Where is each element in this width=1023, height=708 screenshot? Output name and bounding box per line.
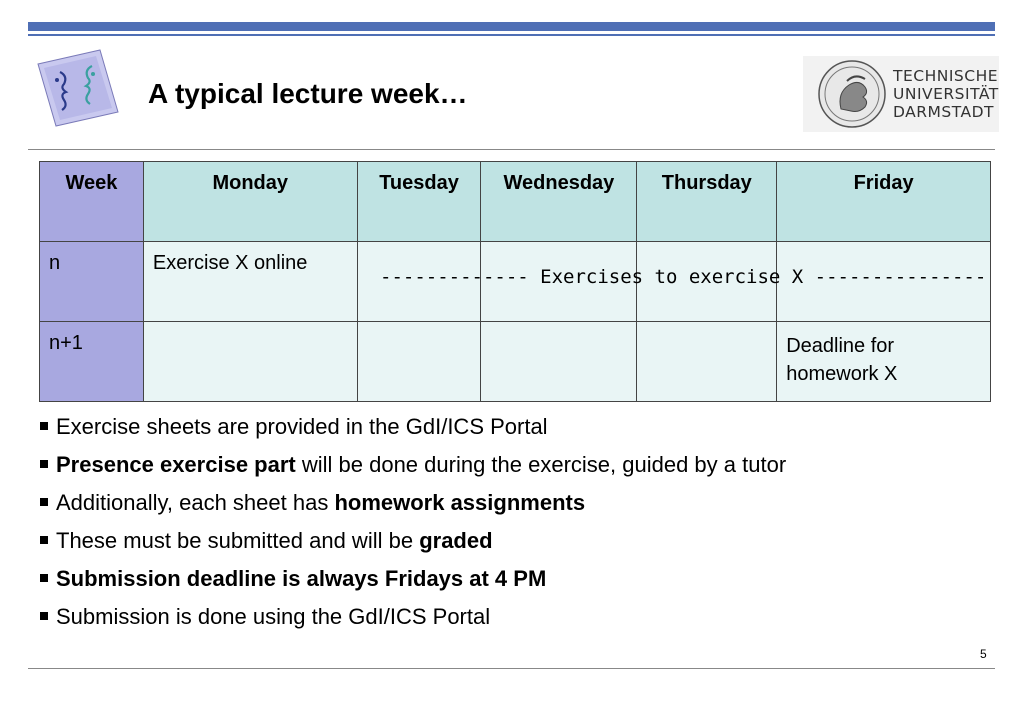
top-accent-bar	[28, 22, 995, 31]
bullet-square-icon	[40, 536, 48, 544]
university-name-line-1: TECHNISCHE	[893, 67, 999, 85]
university-name-line-2: UNIVERSITÄT	[893, 85, 999, 103]
cell-thursday	[637, 322, 777, 402]
cell-wednesday	[481, 322, 637, 402]
cell-friday: Deadline for homework X	[777, 322, 991, 402]
slide-title: A typical lecture week…	[148, 78, 468, 109]
header-divider	[28, 149, 995, 150]
table-header-row	[40, 162, 991, 242]
cell-week: n+1	[40, 322, 144, 402]
header-wednesday: Wednesday	[481, 162, 637, 242]
faces-logo-icon	[30, 46, 126, 130]
bullet-list	[40, 413, 786, 641]
athena-seal-icon	[817, 59, 887, 129]
university-name-line-3: DARMSTADT	[893, 103, 995, 121]
list-item: Submission is done using the GdI/ICS Portal	[40, 603, 786, 641]
bullet-square-icon	[40, 574, 48, 582]
exercise-span-note: ------------- Exercises to exercise X ---------------	[380, 266, 987, 288]
footer-divider	[28, 668, 995, 669]
list-item: Presence exercise part will be done during the exercise, guided by a tutor	[40, 451, 786, 489]
list-item: Additionally, each sheet has homework assignments	[40, 489, 786, 527]
bullet-square-icon	[40, 460, 48, 468]
bullet-square-icon	[40, 422, 48, 430]
cell-week: n	[40, 242, 144, 322]
header-week: Week	[40, 162, 144, 242]
list-item: These must be submitted and will be graded	[40, 527, 786, 565]
list-item: Submission deadline is always Fridays at 4 PM	[40, 565, 786, 603]
university-logo	[803, 56, 999, 132]
bullet-square-icon	[40, 498, 48, 506]
cell-monday	[143, 322, 357, 402]
table-row	[40, 322, 991, 402]
list-item: Exercise sheets are provided in the GdI/ICS Portal	[40, 413, 786, 451]
header-tuesday: Tuesday	[357, 162, 481, 242]
cell-monday: Exercise X online	[143, 242, 357, 322]
cell-tuesday	[357, 322, 481, 402]
header-thursday: Thursday	[637, 162, 777, 242]
header-friday: Friday	[777, 162, 991, 242]
top-accent-line	[28, 34, 995, 36]
university-name	[893, 67, 999, 121]
page-number: 5	[980, 647, 987, 661]
bullet-square-icon	[40, 612, 48, 620]
header-monday: Monday	[143, 162, 357, 242]
